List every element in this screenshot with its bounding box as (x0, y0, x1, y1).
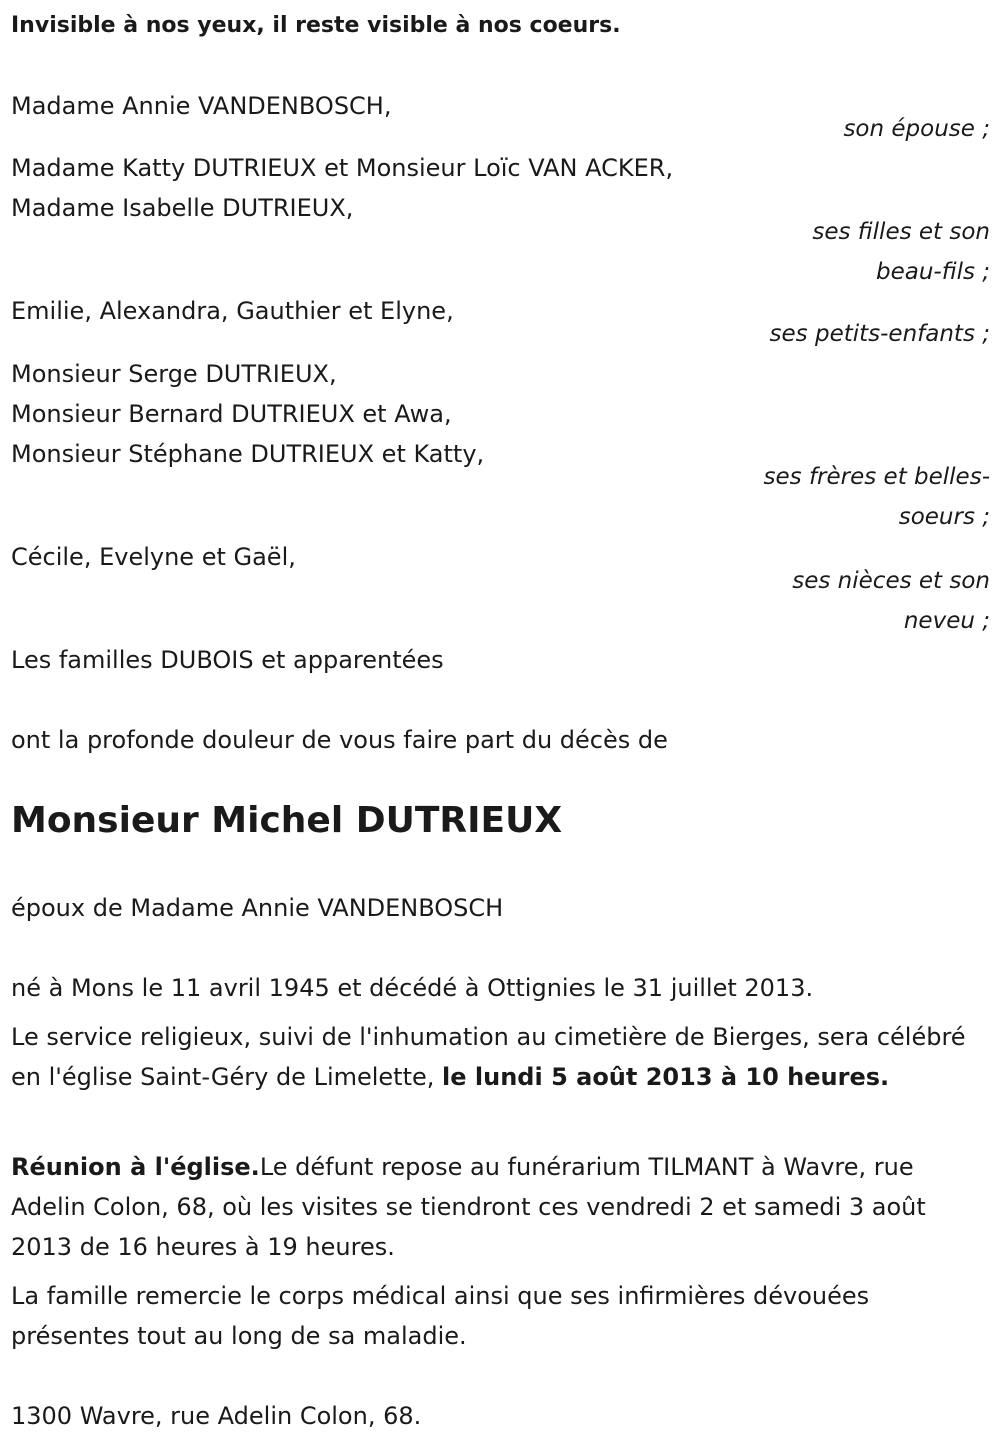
nieces-relation: ses nièces et son (792, 568, 990, 594)
deceased-name: Monsieur Michel DUTRIEUX (11, 800, 563, 841)
siblings-relation: ses frères et belles- (763, 464, 990, 490)
spouse-of: époux de Madame Annie VANDENBOSCH (11, 894, 504, 922)
sibling-line: Monsieur Serge DUTRIEUX, (11, 360, 337, 388)
meeting-text: Le défunt repose au funérarium TILMANT à Wavre, rue Adelin Colon, 68, où les visites se tiendront ces vendredi 2 et samedi 3 août 2013 de 16 heures à 19 heures. (11, 1153, 926, 1261)
service-paragraph (11, 1017, 990, 1097)
birth-death: né à Mons le 11 avril 1945 et décédé à Ottignies le 31 juillet 2013. (11, 974, 814, 1002)
announcement: ont la profonde douleur de vous faire part du décès de (11, 726, 668, 754)
related-families: Les familles DUBOIS et apparentées (11, 646, 444, 674)
service-text: Le service religieux, suivi de l'inhumation au cimetière de Bierges, sera célébré en l'église Saint-Géry de Limelette, (11, 1023, 966, 1091)
sibling-line: Monsieur Bernard DUTRIEUX et Awa, (11, 400, 452, 428)
daughter-line: Madame Isabelle DUTRIEUX, (11, 194, 354, 222)
meeting-label: Réunion à l'église. (11, 1153, 260, 1181)
daughters-relation: beau-fils ; (875, 259, 990, 285)
daughters-relation: ses filles et son (812, 219, 990, 245)
spouse-name: Madame Annie VANDENBOSCH, (11, 92, 392, 120)
service-date: le lundi 5 août 2013 à 10 heures. (442, 1063, 890, 1091)
nieces-names: Cécile, Evelyne et Gaël, (11, 543, 296, 571)
motto: Invisible à nos yeux, il reste visible à nos coeurs. (11, 13, 621, 38)
daughter-line: Madame Katty DUTRIEUX et Monsieur Loïc VAN ACKER, (11, 154, 674, 182)
address: 1300 Wavre, rue Adelin Colon, 68. (11, 1402, 422, 1430)
spouse-relation: son épouse ; (843, 116, 990, 142)
meeting-paragraph (11, 1147, 990, 1267)
sibling-line: Monsieur Stéphane DUTRIEUX et Katty, (11, 440, 485, 468)
grandchildren-names: Emilie, Alexandra, Gauthier et Elyne, (11, 297, 454, 325)
nieces-relation: neveu ; (903, 608, 990, 634)
grandchildren-relation: ses petits-enfants ; (769, 321, 990, 347)
siblings-relation: soeurs ; (898, 504, 990, 530)
thanks-paragraph: La famille remercie le corps médical ainsi que ses infirmières dévouées présentes tout au long de sa maladie. (11, 1282, 870, 1350)
